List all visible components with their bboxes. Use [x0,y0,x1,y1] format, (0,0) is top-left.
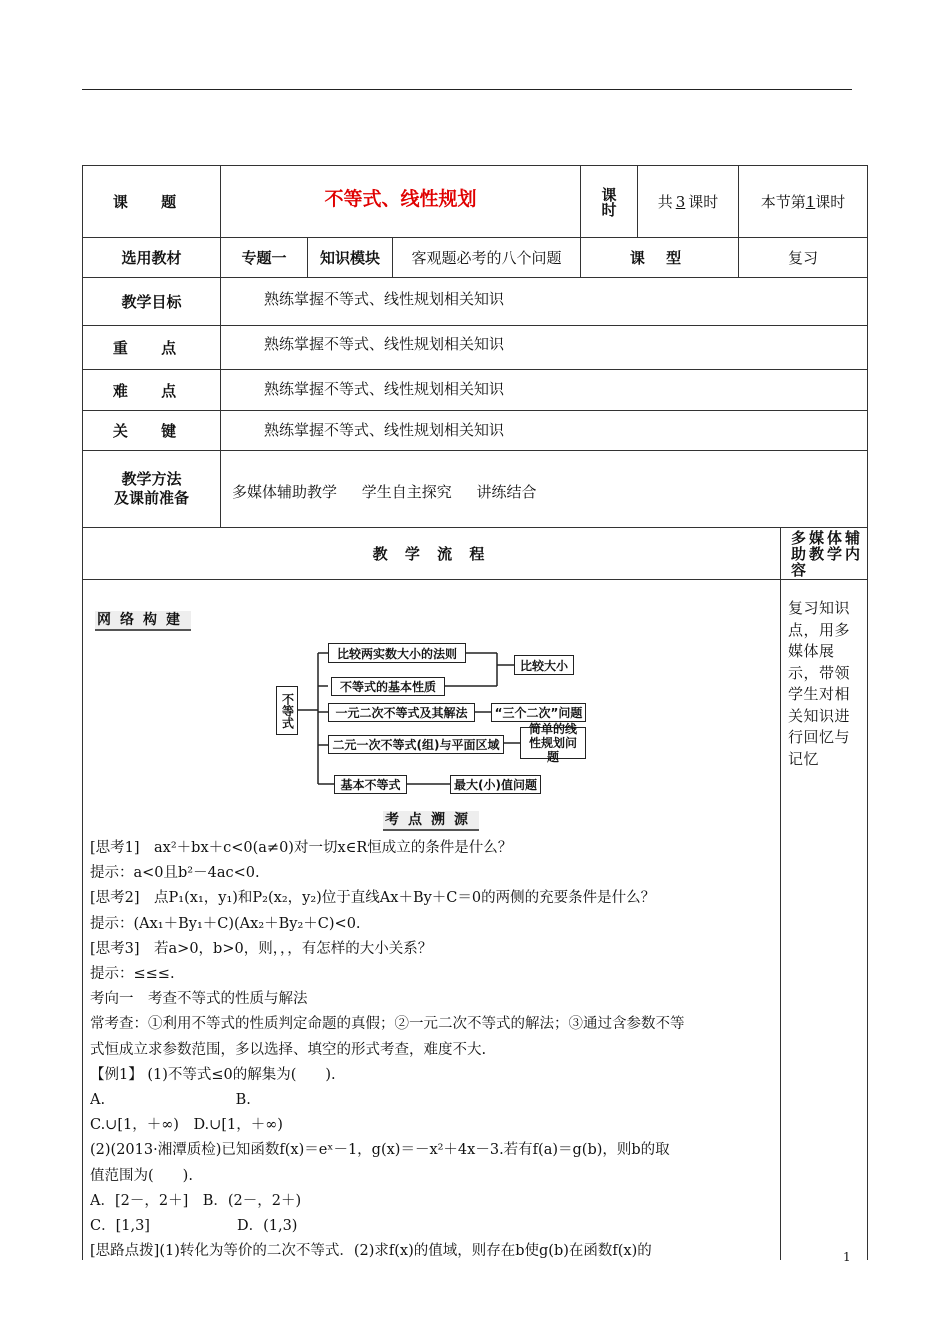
content-line: C.∪[1，＋∞) D.∪[1，＋∞) [90,1117,283,1134]
diagram-root: 不等式 [276,686,298,735]
textbook-label: 选用教材 [82,237,221,278]
goal-value: 熟练掌握不等式、线性规划相关知识 [220,277,868,326]
content-line: A．[2－，2＋] B．(2－，2＋) [90,1192,302,1209]
diagram-item-basic-inequality: 基本不等式 [334,775,407,794]
difficulty-label: 难 点 [82,369,221,411]
side-header: 多媒体辅助教学内容 [780,527,868,580]
current-hour: 本节第 1 课时 [738,165,868,238]
content-line: 提示：a<0且b²－4ac<0. [90,865,260,882]
page-number: 1 [843,1250,851,1264]
content-line: 值范围为( ). [90,1167,193,1184]
lesson-content [90,836,780,1264]
goal-label: 教学目标 [82,277,221,326]
content-line: [思路点拨](1)转化为等价的二次不等式．(2)求f(x)的值域，则存在b使g(b)在函数f(x)的 [90,1243,652,1260]
diagram-result-max-min: 最大(小)值问题 [450,775,541,794]
content-line: [思考3] 若a>0，b>0，则，，，有怎样的大小关系？ [90,940,433,957]
section-origin: 考点溯源 [383,809,479,829]
difficulty-value: 熟练掌握不等式、线性规划相关知识 [220,369,868,411]
content-line: [思考2] 点P₁(x₁，y₁)和P₂(x₂，y₂)位于直线Ax＋By＋C＝0的两侧的充要条件是什么？ [90,890,656,907]
content-line: 提示：≤≤≤. [90,966,175,983]
total-hours: 共 3 课时 [637,165,739,238]
content-line: 常考查：①利用不等式的性质判定命题的真假；②一元二次不等式的解法；③通过含参数不等 [90,1016,685,1033]
content-line: [思考1] ax²＋bx＋c<0(a≠0)对一切x∈R恒成立的条件是什么？ [90,840,513,856]
hours-label: 课时 [580,165,638,238]
content-line: 提示：(Ax₁＋By₁＋C)(Ax₂＋By₂＋C)<0. [90,915,361,932]
content-line: (2)(2013·湘潭质检)已知函数f(x)＝eˣ－1，g(x)＝－x²＋4x－3.若有f(a)＝g(b)，则b的取 [90,1142,670,1159]
topic-value: 专题一 [220,237,308,278]
content-line: 【例1】 (1)不等式≤0的解集为( ). [90,1066,336,1083]
crux-value: 熟练掌握不等式、线性规划相关知识 [220,410,868,451]
flow-title: 教 学 流 程 [82,527,781,580]
section-network: 网络构建 [95,609,191,629]
crux-label: 关 键 [82,410,221,451]
diagram-result-compare: 比较大小 [514,655,574,675]
diagram-item-quadratic-inequality: 一元二次不等式及其解法 [328,703,475,722]
key-point-label: 重 点 [82,325,221,370]
module-label: 知识模块 [307,237,393,278]
type-value: 复习 [738,237,868,278]
diagram-item-linear-region: 二元一次不等式(组)与平面区域 [328,735,504,754]
method-label: 教学方法 及课前准备 [82,450,221,528]
lesson-title: 不等式、线性规划 [220,165,581,238]
diagram-result-linear-programming: 简单的线性规划问题 [520,727,586,759]
diagram-item-compare-rule: 比较两实数大小的法则 [328,643,466,663]
diagram-item-basic-property: 不等式的基本性质 [331,677,445,696]
content-line: A. B. [90,1092,251,1109]
content-line: 式恒成立求参数范围，多以选择、填空的形式考查，难度不大. [90,1041,487,1058]
subject-label: 课 题 [82,165,221,238]
key-point-value: 熟练掌握不等式、线性规划相关知识 [220,325,868,370]
content-line: C．[1,3] D．(1,3) [90,1218,298,1235]
header-rule [82,89,852,90]
content-line: 考向一 考查不等式的性质与解法 [90,991,308,1008]
module-value: 客观题必考的八个问题 [392,237,581,278]
side-notes: 复习知识点，用多媒体展示，带领学生对相关知识进行回忆与记忆 [788,599,851,768]
type-label: 课 型 [580,237,739,278]
diagram-result-three-quadratics: “三个二次”问题 [491,703,586,722]
method-value: 多媒体辅助教学 学生自主探究 讲练结合 [220,450,868,528]
